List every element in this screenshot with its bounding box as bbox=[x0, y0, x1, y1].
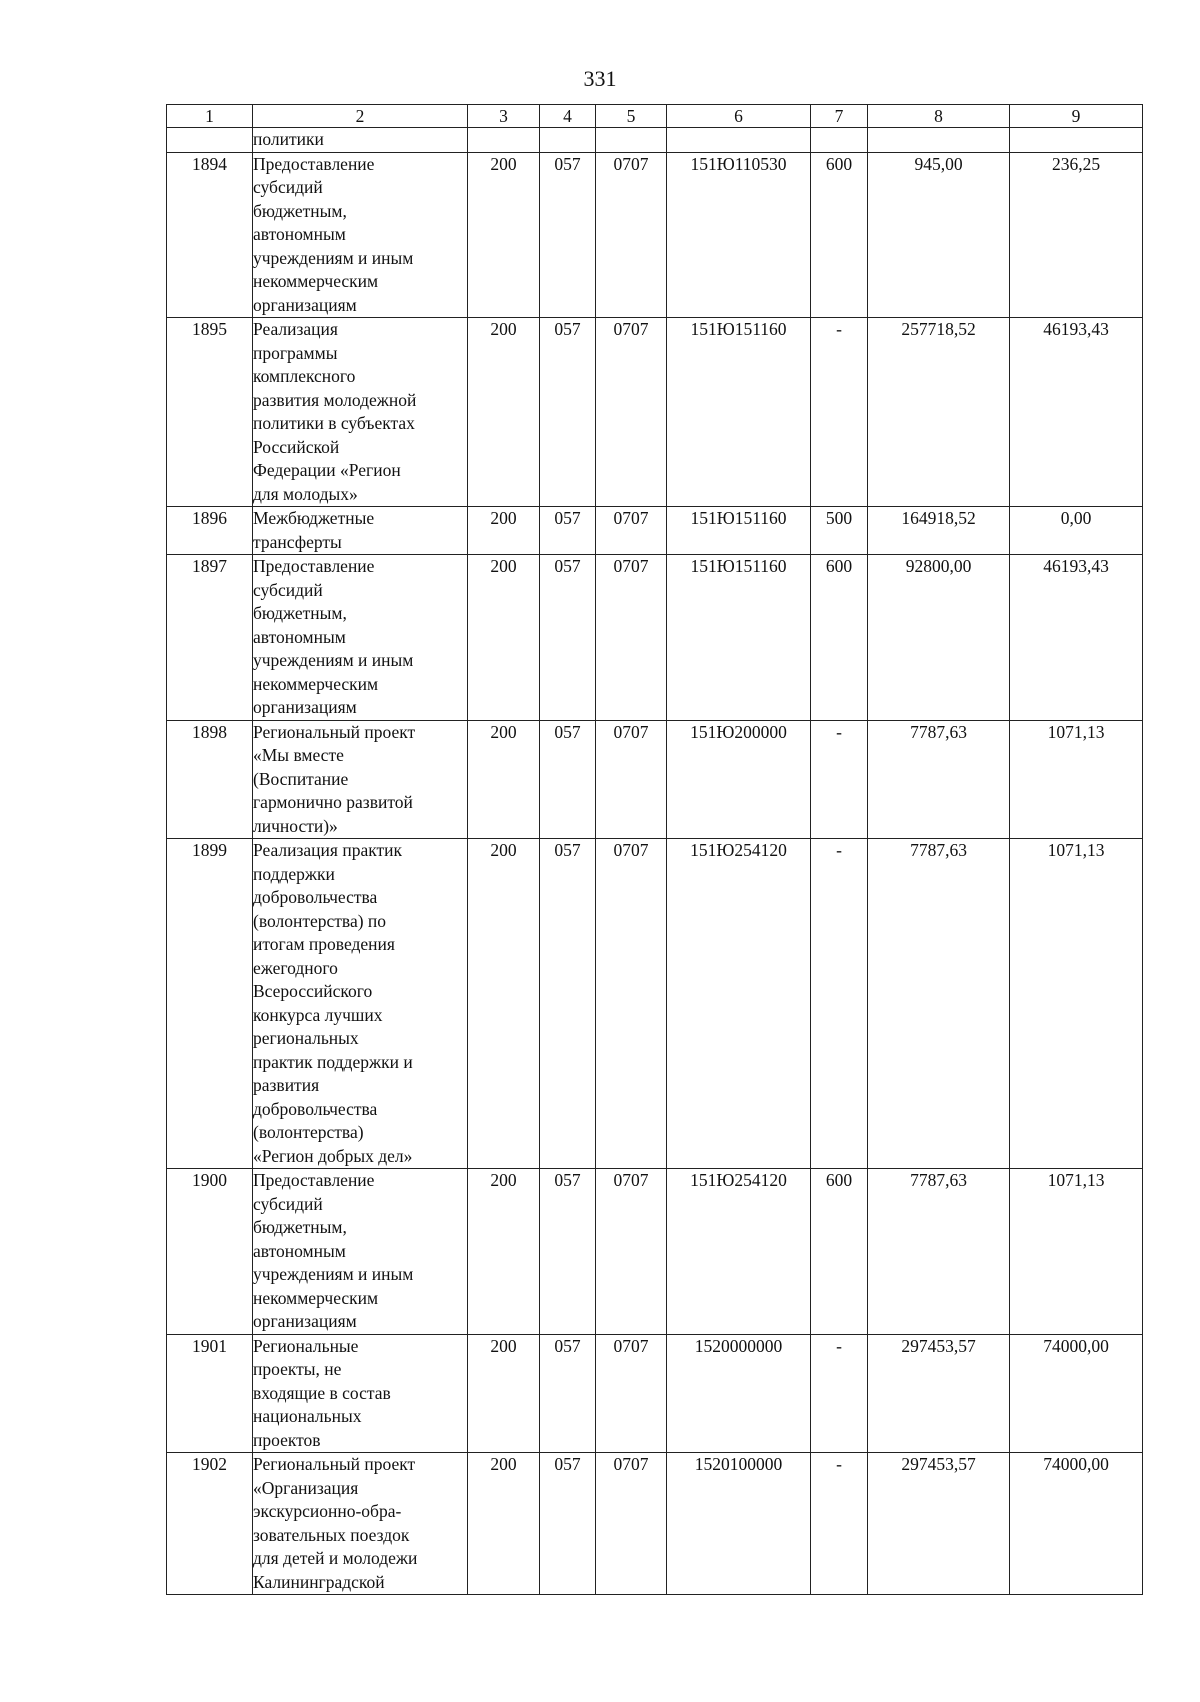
cell-col6: 151Ю254120 bbox=[667, 839, 811, 1169]
row-number: 1898 bbox=[167, 720, 253, 839]
table-row bbox=[167, 318, 1143, 507]
row-number: 1901 bbox=[167, 1334, 253, 1453]
cell-col5 bbox=[596, 128, 667, 153]
cell-col3: 200 bbox=[468, 1453, 540, 1595]
row-number: 1895 bbox=[167, 318, 253, 507]
cell-col6 bbox=[667, 128, 811, 153]
cell-col4: 057 bbox=[540, 1334, 596, 1453]
cell-col5: 0707 bbox=[596, 555, 667, 721]
cell-col4: 057 bbox=[540, 507, 596, 555]
row-name: Предоставление субсидий бюджетным, автономным учреждениям и иным некоммерческим организациям bbox=[253, 555, 468, 721]
table-row bbox=[167, 839, 1143, 1169]
cell-col3: 200 bbox=[468, 720, 540, 839]
row-name: Региональные проекты, не входящие в состав национальных проектов bbox=[253, 1334, 468, 1453]
row-number bbox=[167, 128, 253, 153]
column-header: 6 bbox=[667, 105, 811, 128]
cell-col6: 1520100000 bbox=[667, 1453, 811, 1595]
cell-col7: - bbox=[811, 318, 868, 507]
column-header: 8 bbox=[868, 105, 1010, 128]
cell-col5: 0707 bbox=[596, 720, 667, 839]
cell-col7: 600 bbox=[811, 152, 868, 318]
cell-col9: 46193,43 bbox=[1010, 555, 1143, 721]
row-number: 1899 bbox=[167, 839, 253, 1169]
column-header: 2 bbox=[253, 105, 468, 128]
page-number: 331 bbox=[583, 66, 617, 91]
cell-col5: 0707 bbox=[596, 839, 667, 1169]
row-name: Реализация программы комплексного развития молодежной политики в субъектах Российской Федерации «Регион для молодых» bbox=[253, 318, 468, 507]
cell-col4: 057 bbox=[540, 1453, 596, 1595]
row-name: Предоставление субсидий бюджетным, автономным учреждениям и иным некоммерческим организациям bbox=[253, 1169, 468, 1335]
cell-col9 bbox=[1010, 128, 1143, 153]
cell-col4: 057 bbox=[540, 1169, 596, 1335]
cell-col5: 0707 bbox=[596, 318, 667, 507]
table-row bbox=[167, 128, 1143, 153]
cell-col7: - bbox=[811, 1334, 868, 1453]
row-number: 1896 bbox=[167, 507, 253, 555]
table-row bbox=[167, 720, 1143, 839]
cell-col4: 057 bbox=[540, 720, 596, 839]
column-header: 1 bbox=[167, 105, 253, 128]
cell-col5: 0707 bbox=[596, 507, 667, 555]
cell-col6: 151Ю151160 bbox=[667, 555, 811, 721]
cell-col5: 0707 bbox=[596, 1334, 667, 1453]
cell-col9: 236,25 bbox=[1010, 152, 1143, 318]
column-header: 5 bbox=[596, 105, 667, 128]
cell-col7 bbox=[811, 128, 868, 153]
cell-col3: 200 bbox=[468, 839, 540, 1169]
cell-col9: 0,00 bbox=[1010, 507, 1143, 555]
row-number: 1897 bbox=[167, 555, 253, 721]
cell-col4: 057 bbox=[540, 839, 596, 1169]
column-header: 4 bbox=[540, 105, 596, 128]
row-name: Региональный проект «Мы вместе (Воспитание гармонично развитой личности)» bbox=[253, 720, 468, 839]
row-name: Региональный проект «Организация экскурсионно-обра- зовательных поездок для детей и молодежи Калининградской bbox=[253, 1453, 468, 1595]
column-header: 3 bbox=[468, 105, 540, 128]
cell-col9: 74000,00 bbox=[1010, 1334, 1143, 1453]
column-header: 7 bbox=[811, 105, 868, 128]
cell-col6: 1520000000 bbox=[667, 1334, 811, 1453]
table-row bbox=[167, 1169, 1143, 1335]
cell-col8: 7787,63 bbox=[868, 1169, 1010, 1335]
cell-col4: 057 bbox=[540, 318, 596, 507]
table-row bbox=[167, 507, 1143, 555]
cell-col9: 1071,13 bbox=[1010, 839, 1143, 1169]
cell-col9: 74000,00 bbox=[1010, 1453, 1143, 1595]
cell-col6: 151Ю254120 bbox=[667, 1169, 811, 1335]
cell-col5: 0707 bbox=[596, 1169, 667, 1335]
table-row bbox=[167, 555, 1143, 721]
cell-col3: 200 bbox=[468, 1169, 540, 1335]
table-row bbox=[167, 1334, 1143, 1453]
row-name: Предоставление субсидий бюджетным, автономным учреждениям и иным некоммерческим организациям bbox=[253, 152, 468, 318]
cell-col4: 057 bbox=[540, 152, 596, 318]
row-number: 1894 bbox=[167, 152, 253, 318]
cell-col9: 1071,13 bbox=[1010, 720, 1143, 839]
cell-col3: 200 bbox=[468, 507, 540, 555]
table-row bbox=[167, 152, 1143, 318]
budget-table bbox=[166, 104, 1143, 1595]
cell-col7: - bbox=[811, 839, 868, 1169]
cell-col7: 600 bbox=[811, 555, 868, 721]
cell-col7: - bbox=[811, 1453, 868, 1595]
cell-col8: 164918,52 bbox=[868, 507, 1010, 555]
cell-col3: 200 bbox=[468, 152, 540, 318]
cell-col6: 151Ю151160 bbox=[667, 318, 811, 507]
cell-col8: 297453,57 bbox=[868, 1453, 1010, 1595]
cell-col8: 945,00 bbox=[868, 152, 1010, 318]
row-number: 1900 bbox=[167, 1169, 253, 1335]
cell-col3: 200 bbox=[468, 1334, 540, 1453]
cell-col8: 7787,63 bbox=[868, 839, 1010, 1169]
cell-col6: 151Ю151160 bbox=[667, 507, 811, 555]
row-number: 1902 bbox=[167, 1453, 253, 1595]
cell-col8: 7787,63 bbox=[868, 720, 1010, 839]
cell-col4: 057 bbox=[540, 555, 596, 721]
cell-col5: 0707 bbox=[596, 1453, 667, 1595]
cell-col8: 257718,52 bbox=[868, 318, 1010, 507]
cell-col5: 0707 bbox=[596, 152, 667, 318]
cell-col3: 200 bbox=[468, 318, 540, 507]
header-row bbox=[167, 105, 1143, 128]
cell-col3: 200 bbox=[468, 555, 540, 721]
cell-col8: 92800,00 bbox=[868, 555, 1010, 721]
cell-col6: 151Ю110530 bbox=[667, 152, 811, 318]
cell-col6: 151Ю200000 bbox=[667, 720, 811, 839]
row-name: Межбюджетные трансферты bbox=[253, 507, 468, 555]
cell-col4 bbox=[540, 128, 596, 153]
cell-col9: 46193,43 bbox=[1010, 318, 1143, 507]
table-row bbox=[167, 1453, 1143, 1595]
cell-col8 bbox=[868, 128, 1010, 153]
cell-col7: 500 bbox=[811, 507, 868, 555]
cell-col7: - bbox=[811, 720, 868, 839]
column-header: 9 bbox=[1010, 105, 1143, 128]
cell-col3 bbox=[468, 128, 540, 153]
row-name: Реализация практик поддержки добровольчества (волонтерства) по итогам проведения ежегодного Всероссийского конкурса лучших региональных практик поддержки и развития добровольчества (волонтерства) «Регион добрых дел» bbox=[253, 839, 468, 1169]
cell-col9: 1071,13 bbox=[1010, 1169, 1143, 1335]
cell-col8: 297453,57 bbox=[868, 1334, 1010, 1453]
cell-col7: 600 bbox=[811, 1169, 868, 1335]
row-name: политики bbox=[253, 128, 468, 153]
